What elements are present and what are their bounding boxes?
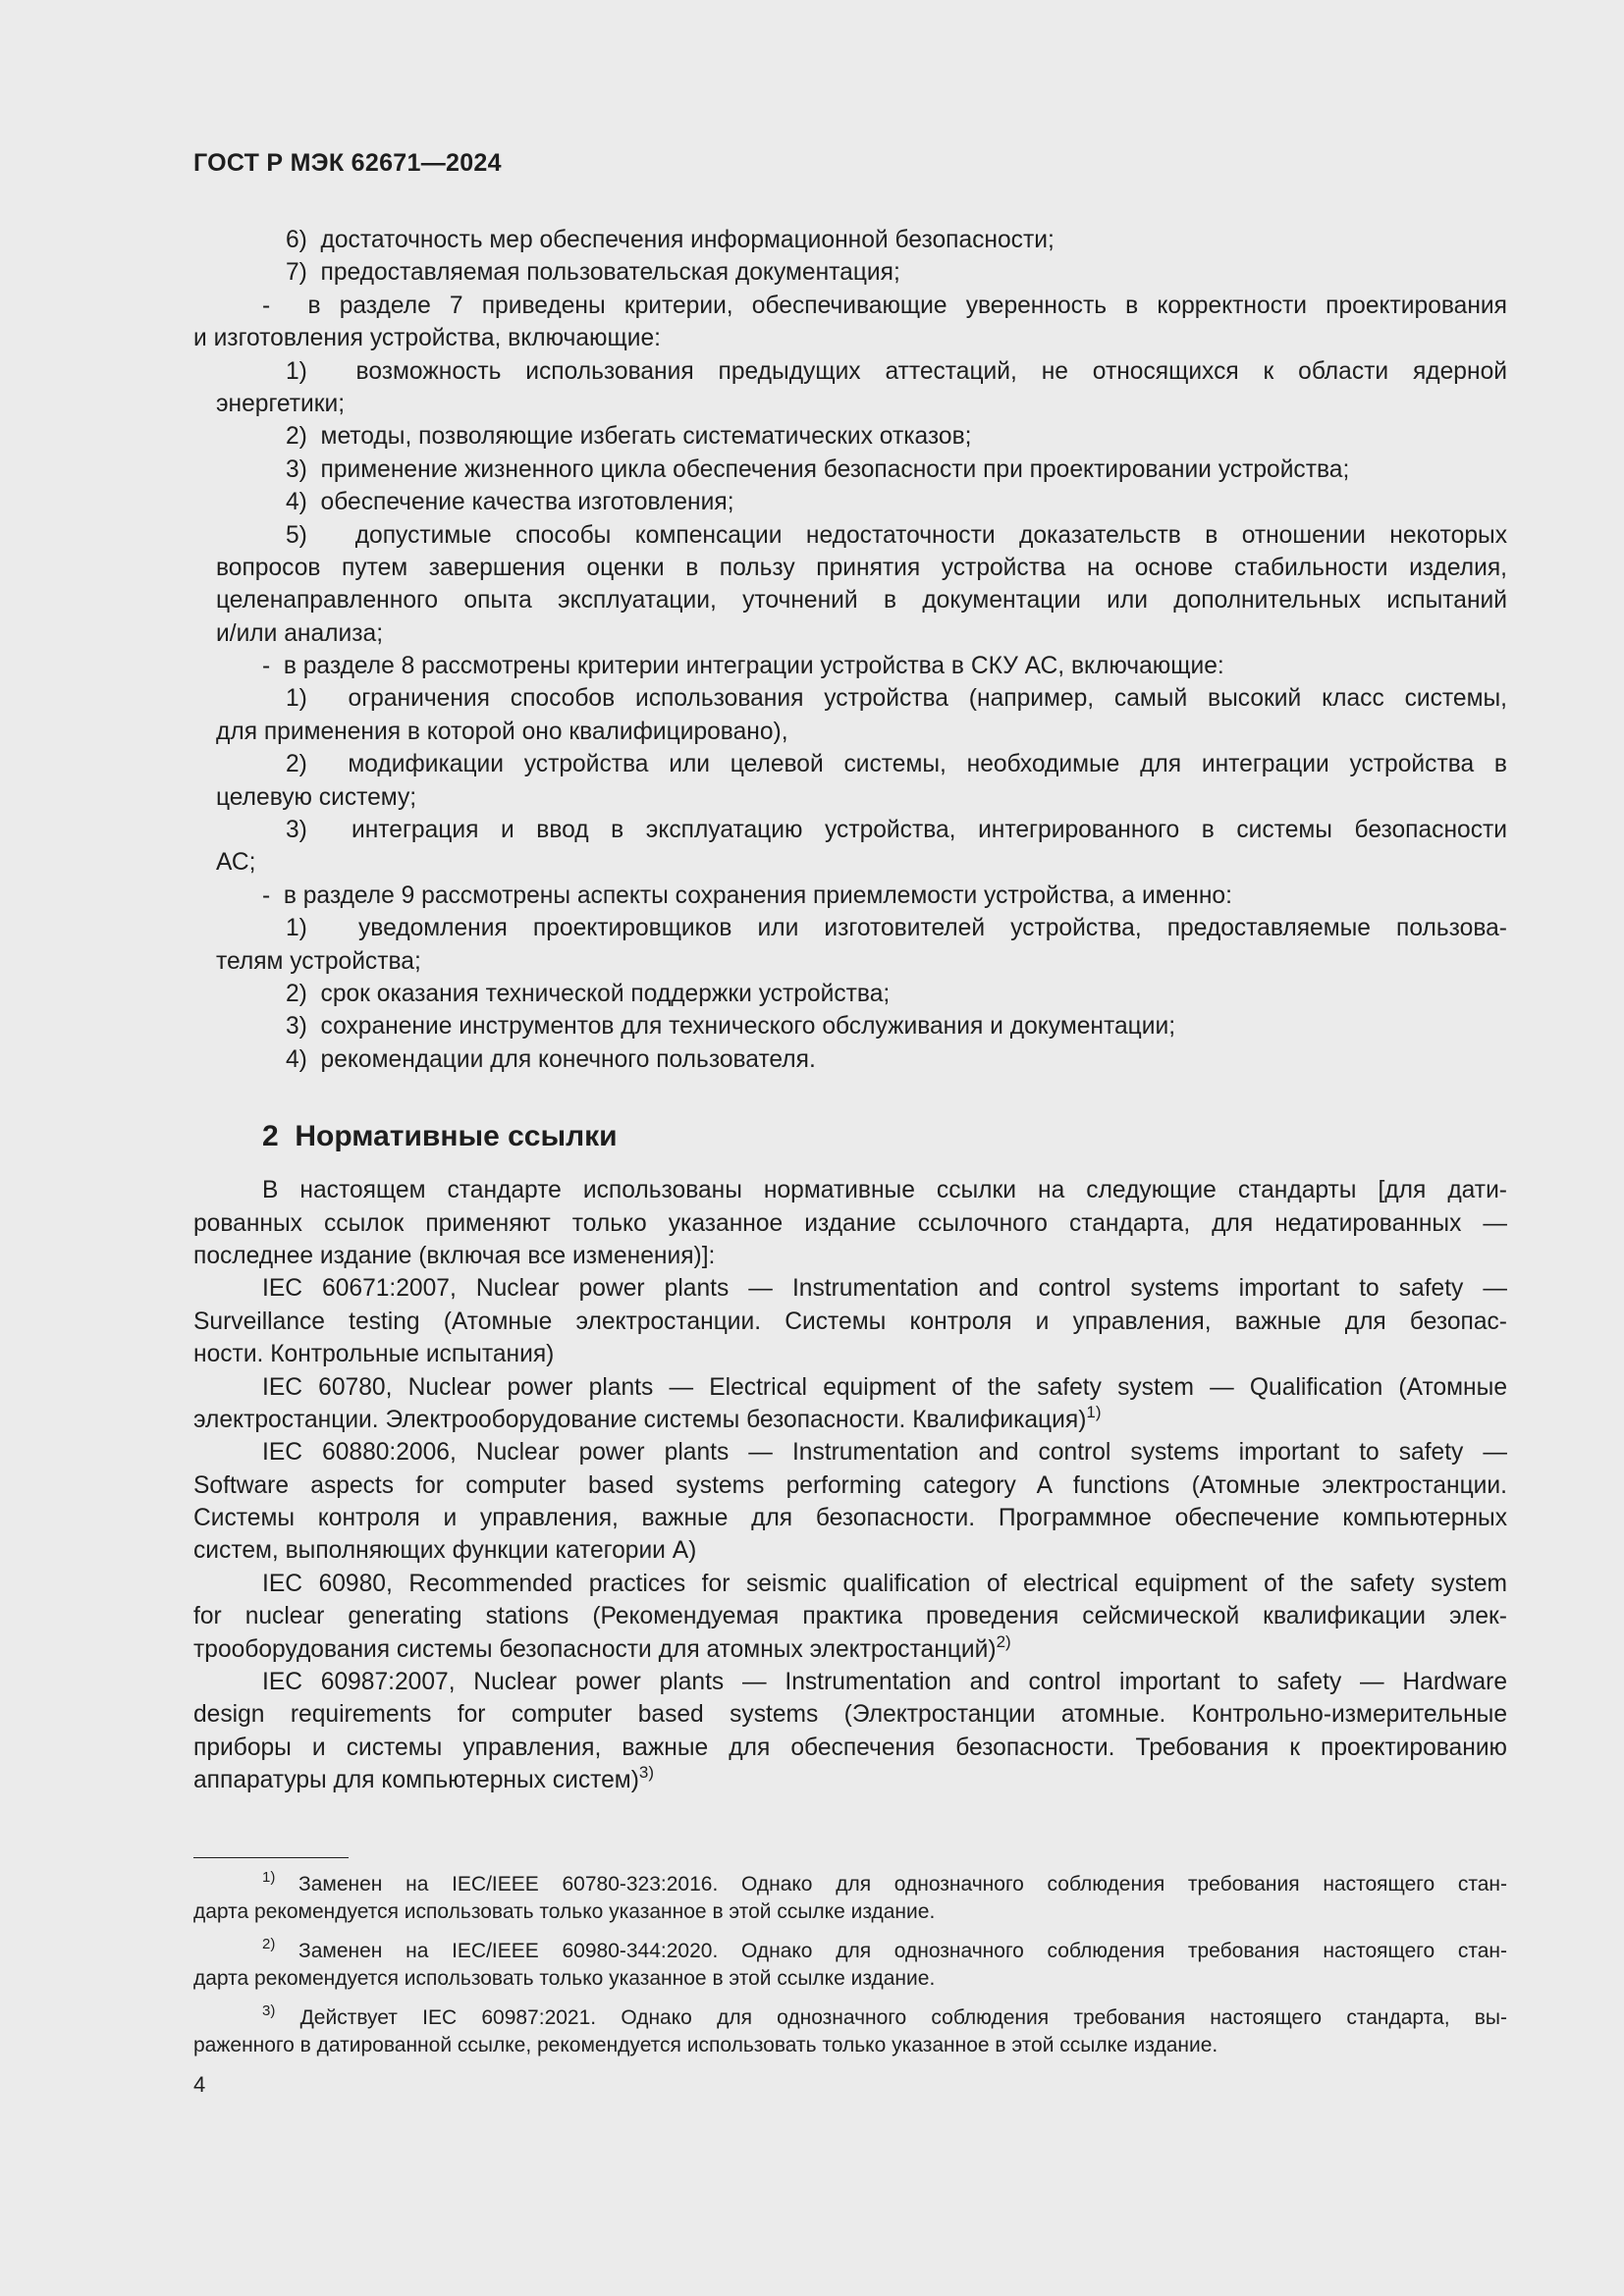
reference-line-text: аппаратуры для компьютерных систем): [193, 1767, 639, 1794]
reference-line-text: трооборудования системы безопасности для атомных электростанций): [193, 1635, 997, 1663]
list-line: [193, 1010, 1507, 1042]
reference-line: [193, 1174, 1507, 1206]
reference-line-text: for nuclear generating stations (Рекомендуемая практика проведения сейсмической квалификации элек-: [193, 1603, 1507, 1630]
reference-line: [193, 1338, 1507, 1370]
reference-line-text: ности. Контрольные испытания): [193, 1341, 555, 1368]
reference-line-text: систем, выполняющих функции категории А): [193, 1537, 697, 1565]
reference-line: [193, 1633, 1507, 1666]
reference-line-text: IEC 60880:2006, Nuclear power plants — Instrumentation and control systems important to safety —: [262, 1439, 1507, 1467]
list-line: [193, 519, 1507, 552]
footnote-mark: 2): [262, 1936, 276, 1952]
list-line: [193, 355, 1507, 388]
list-line-text: и изготовления устройства, включающие:: [193, 325, 661, 352]
list-line: [193, 388, 1507, 420]
footnote-text: раженного в датированной ссылке, рекомендуется использовать только указанное в этой ссылке издание.: [193, 2033, 1218, 2056]
list-line-text: телям устройства;: [216, 947, 421, 975]
list-line-text: - в разделе 8 рассмотрены критерии интеграции устройства в СКУ АС, включающие:: [262, 653, 1224, 680]
list-block: [193, 224, 1507, 1076]
reference-line: [193, 1764, 1507, 1796]
list-line-text: 1) ограничения способов использования устройства (например, самый высокий класс системы,: [286, 685, 1507, 713]
list-line: [193, 945, 1507, 978]
list-line: [193, 846, 1507, 879]
reference-line: [193, 1404, 1507, 1436]
reference-line: [193, 1732, 1507, 1764]
reference-line-text: IEC 60780, Nuclear power plants — Electrical equipment of the safety system — Qualification (Атомные: [262, 1373, 1507, 1401]
list-line: [193, 617, 1507, 650]
list-line: [193, 814, 1507, 846]
reference-line-text: design requirements for computer based systems (Электростанции атомные. Контрольно-измерительные: [193, 1701, 1507, 1729]
list-line-text: 3) интеграция и ввод в эксплуатацию устройства, интегрированного в системы безопасности: [286, 817, 1507, 844]
footnote-ref[interactable]: 1): [1086, 1402, 1102, 1421]
list-line-text: - в разделе 9 рассмотрены аспекты сохранения приемлемости устройства, а именно:: [262, 881, 1232, 909]
reference-line-text: последнее издание (включая все изменения)]:: [193, 1242, 716, 1269]
reference-line: [193, 1600, 1507, 1632]
footnote-text: Заменен на IEC/IEEE 60780-323:2016. Однако для однозначного соблюдения требования настоящего стан-: [298, 1873, 1507, 1896]
list-line-text: целевую систему;: [216, 783, 417, 811]
list-line: [193, 748, 1507, 780]
footnote-ref[interactable]: 3): [638, 1763, 655, 1783]
reference-line: [193, 1240, 1507, 1272]
list-line-text: 3) сохранение инструментов для технического обслуживания и документации;: [286, 1013, 1176, 1041]
list-line: [193, 682, 1507, 715]
list-line-text: 3) применение жизненного цикла обеспечения безопасности при проектировании устройства;: [286, 455, 1350, 483]
list-line: [193, 978, 1507, 1010]
list-line: [193, 454, 1507, 486]
list-line-text: 1) возможность использования предыдущих аттестаций, не относящихся к области ядерной: [286, 357, 1507, 385]
list-line-text: 6) достаточность мер обеспечения информационной безопасности;: [286, 227, 1055, 253]
list-line-text: и/или анализа;: [216, 619, 384, 647]
list-line: [193, 650, 1507, 682]
section-title: Нормативные ссылки: [295, 1120, 618, 1153]
reference-line-text: Системы контроля и управления, важные для безопасности. Программное обеспечение компьютерных: [193, 1505, 1507, 1532]
reference-line: [193, 1698, 1507, 1731]
reference-line-text: Surveillance testing (Атомные электростанции. Системы контроля и управления, важные для безопас-: [193, 1308, 1507, 1335]
footnote-mark: 3): [262, 2002, 276, 2019]
list-line-text: 4) обеспечение качества изготовления;: [286, 489, 734, 516]
list-line: [193, 1043, 1507, 1076]
list-line: [193, 552, 1507, 584]
list-line-text: вопросов путем завершения оценки в пользу принятия устройства на основе стабильности изделия,: [216, 554, 1507, 581]
list-line: [193, 912, 1507, 944]
reference-line: [193, 1371, 1507, 1404]
footnote-item: [193, 2004, 1507, 2032]
reference-line-text: В настоящем стандарте использованы нормативные ссылки на следующие стандарты [для дати-: [262, 1177, 1507, 1204]
footnote-item: [193, 1871, 1507, 1898]
footnote-separator: [193, 1857, 349, 1858]
list-line-text: 4) рекомендации для конечного пользователя.: [286, 1045, 816, 1073]
reference-line: [193, 1568, 1507, 1600]
footnote-gap: [193, 1925, 1507, 1938]
footnote-mark: 1): [262, 1869, 276, 1886]
reference-line: [193, 1502, 1507, 1534]
reference-line-text: электростанции. Электрооборудование системы безопасности. Квалификация): [193, 1406, 1087, 1433]
footnote-ref[interactable]: 2): [996, 1631, 1011, 1651]
list-line-text: АС;: [216, 849, 256, 877]
list-line: [193, 880, 1507, 912]
footnote-item: [193, 1938, 1507, 1965]
list-line: [193, 486, 1507, 518]
footnote-gap: [193, 1992, 1507, 2004]
reference-line: [193, 1436, 1507, 1468]
list-line-text: 2) срок оказания технической поддержки устройства;: [286, 980, 891, 1007]
list-line: [193, 256, 1507, 289]
footnotes: [193, 1857, 1507, 2058]
list-line-text: 1) уведомления проектировщиков или изготовителей устройства, предоставляемые пользова-: [286, 915, 1507, 942]
list-line: [193, 716, 1507, 748]
section-number: 2: [262, 1120, 279, 1153]
list-line-text: целенаправленного опыта эксплуатации, уточнений в документации или дополнительных испытаний: [216, 587, 1507, 614]
reference-line-text: приборы и системы управления, важные для обеспечения безопасности. Требования к проектированию: [193, 1734, 1507, 1761]
reference-line-text: IEC 60987:2007, Nuclear power plants — Instrumentation and control important to safety — Hardware: [262, 1669, 1507, 1696]
list-line: [193, 781, 1507, 814]
list-line: [193, 322, 1507, 354]
reference-line: [193, 1207, 1507, 1240]
list-line-text: 2) методы, позволяющие избегать систематических отказов;: [286, 423, 972, 451]
footnote-text: Заменен на IEC/IEEE 60980-344:2020. Однако для однозначного соблюдения требования настоящего стан-: [298, 1940, 1507, 1962]
document-header: ГОСТ Р МЭК 62671—2024: [193, 149, 502, 177]
footnote-text: дарта рекомендуется использовать только указанное в этой ссылке издание.: [193, 1899, 936, 1923]
reference-line: [193, 1534, 1507, 1567]
list-line-text: 7) предоставляемая пользовательская документация;: [286, 259, 900, 287]
footnote-list: [193, 1871, 1507, 2058]
section-heading: [193, 1117, 1507, 1156]
reference-line: [193, 1469, 1507, 1502]
footnote-item-cont: [193, 2032, 1507, 2059]
reference-line-text: IEC 60980, Recommended practices for seismic qualification of electrical equipment of the safety system: [262, 1570, 1507, 1597]
footnote-item-cont: [193, 1898, 1507, 1926]
page-number: 4: [193, 2072, 206, 2097]
list-line-text: 2) модификации устройства или целевой системы, необходимые для интеграции устройства в: [286, 751, 1507, 778]
footnote-text: Действует IEC 60987:2021. Однако для однозначного соблюдения требования настоящего стандарта, вы-: [299, 2006, 1507, 2029]
footnote-item-cont: [193, 1965, 1507, 1993]
normative-references: [193, 1174, 1507, 1796]
list-line-text: энергетики;: [216, 390, 346, 417]
list-line-text: для применения в которой оно квалифицировано),: [216, 718, 788, 745]
list-line: [193, 584, 1507, 616]
list-line: [193, 290, 1507, 322]
reference-line-text: Software aspects for computer based systems performing category A functions (Атомные электростанции.: [193, 1471, 1507, 1499]
reference-line: [193, 1306, 1507, 1338]
reference-line: [193, 1666, 1507, 1698]
list-line: [193, 420, 1507, 453]
list-line: [193, 224, 1507, 256]
list-line-text: - в разделе 7 приведены критерии, обеспечивающие уверенность в корректности проектирования: [262, 292, 1507, 319]
reference-line-text: рованных ссылок применяют только указанное издание ссылочного стандарта, для недатированных —: [193, 1209, 1507, 1237]
reference-line-text: IEC 60671:2007, Nuclear power plants — Instrumentation and control systems important to safety —: [262, 1275, 1507, 1303]
document-body: [193, 224, 1507, 1797]
list-line-text: 5) допустимые способы компенсации недостаточности доказательств в отношении некоторых: [286, 521, 1507, 549]
footnote-text: дарта рекомендуется использовать только указанное в этой ссылке издание.: [193, 1966, 936, 1990]
reference-line: [193, 1272, 1507, 1305]
